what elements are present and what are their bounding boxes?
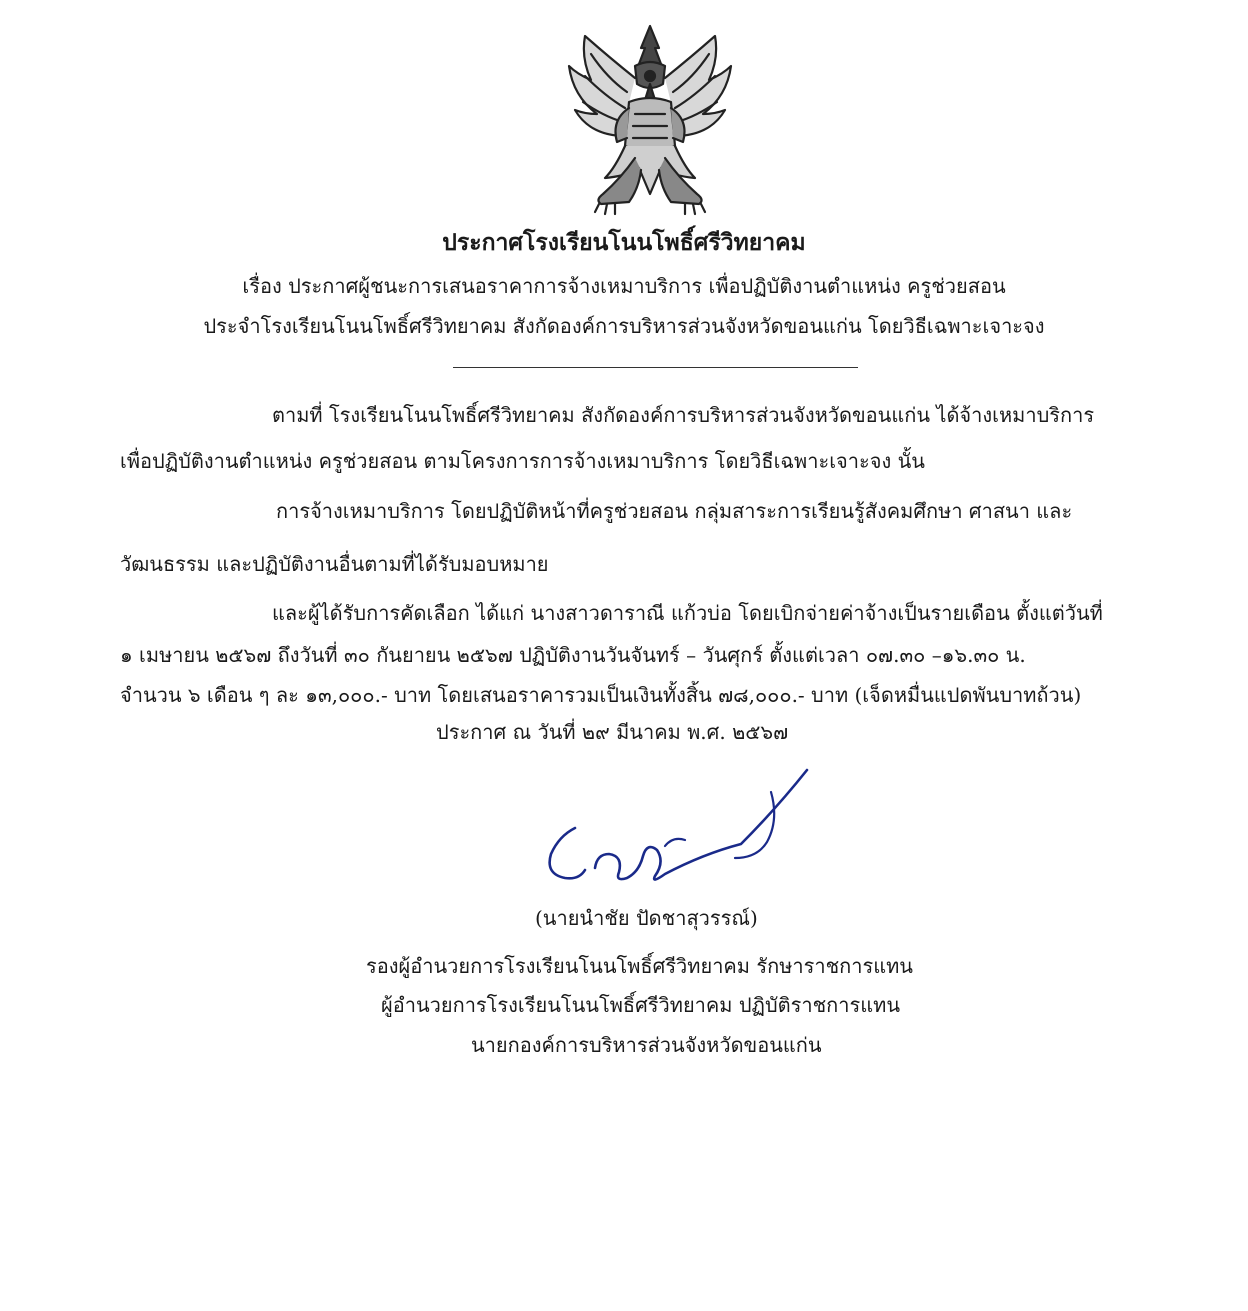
paragraph-2-line-2: วัฒนธรรม และปฏิบัติงานอื่นตามที่ได้รับมอบหมาย bbox=[120, 552, 549, 576]
signatory-name: (นายนำชัย ปัดชาสุวรรณ์) bbox=[535, 906, 758, 930]
subject-line-2: ประจำโรงเรียนโนนโพธิ์ศรีวิทยาคม สังกัดองค์การบริหารส่วนจังหวัดขอนแก่น โดยวิธีเฉพาะเจาะจง bbox=[203, 314, 1045, 338]
garuda-emblem-icon bbox=[555, 18, 745, 218]
signatory-position-2: ผู้อำนวยการโรงเรียนโนนโพธิ์ศรีวิทยาคม ปฏิบัติราชการแทน bbox=[381, 993, 901, 1017]
paragraph-2-line-1: การจ้างเหมาบริการ โดยปฏิบัติหน้าที่ครูช่วยสอน กลุ่มสาระการเรียนรู้สังคมศึกษา ศาสนา และ bbox=[276, 499, 1073, 523]
signature-scribble bbox=[535, 750, 845, 900]
document-title: ประกาศโรงเรียนโนนโพธิ์ศรีวิทยาคม bbox=[442, 229, 806, 256]
paragraph-1-line-1: ตามที่ โรงเรียนโนนโพธิ์ศรีวิทยาคม สังกัดองค์การบริหารส่วนจังหวัดขอนแก่น ได้จ้างเหมาบริการ bbox=[272, 403, 1095, 427]
paragraph-3-line-3: จำนวน ๖ เดือน ๆ ละ ๑๓,๐๐๐.- บาท โดยเสนอราคารวมเป็นเงินทั้งสิ้น ๗๘,๐๐๐.- บาท (เจ็ดหมื่นแปดพันบาทถ้วน) bbox=[120, 683, 1082, 707]
subject-line-1: เรื่อง ประกาศผู้ชนะการเสนอราคาการจ้างเหมาบริการ เพื่อปฏิบัติงานตำแหน่ง ครูช่วยสอน bbox=[242, 274, 1006, 298]
signatory-position-1: รองผู้อำนวยการโรงเรียนโนนโพธิ์ศรีวิทยาคม รักษาราชการแทน bbox=[366, 954, 913, 978]
separator-line bbox=[453, 367, 858, 368]
paragraph-1-line-2: เพื่อปฏิบัติงานตำแหน่ง ครูช่วยสอน ตามโครงการการจ้างเหมาบริการ โดยวิธีเฉพาะเจาะจง นั้น bbox=[120, 449, 925, 473]
signatory-position-3: นายกองค์การบริหารส่วนจังหวัดขอนแก่น bbox=[471, 1033, 822, 1057]
paragraph-3-line-2: ๑ เมษายน ๒๕๖๗ ถึงวันที่ ๓๐ กันยายน ๒๕๖๗ ปฏิบัติงานวันจันทร์ – วันศุกร์ ตั้งแต่เวลา ๐๗.๓๐ –๑๖.๓๐ น. bbox=[120, 643, 1026, 667]
paragraph-3-line-1: และผู้ได้รับการคัดเลือก ได้แก่ นางสาวดาราณี แก้วบ่อ โดยเบิกจ่ายค่าจ้างเป็นรายเดือน ตั้งแต่วันที่ bbox=[272, 601, 1103, 625]
announce-date: ประกาศ ณ วันที่ ๒๙ มีนาคม พ.ศ. ๒๕๖๗ bbox=[436, 720, 789, 744]
